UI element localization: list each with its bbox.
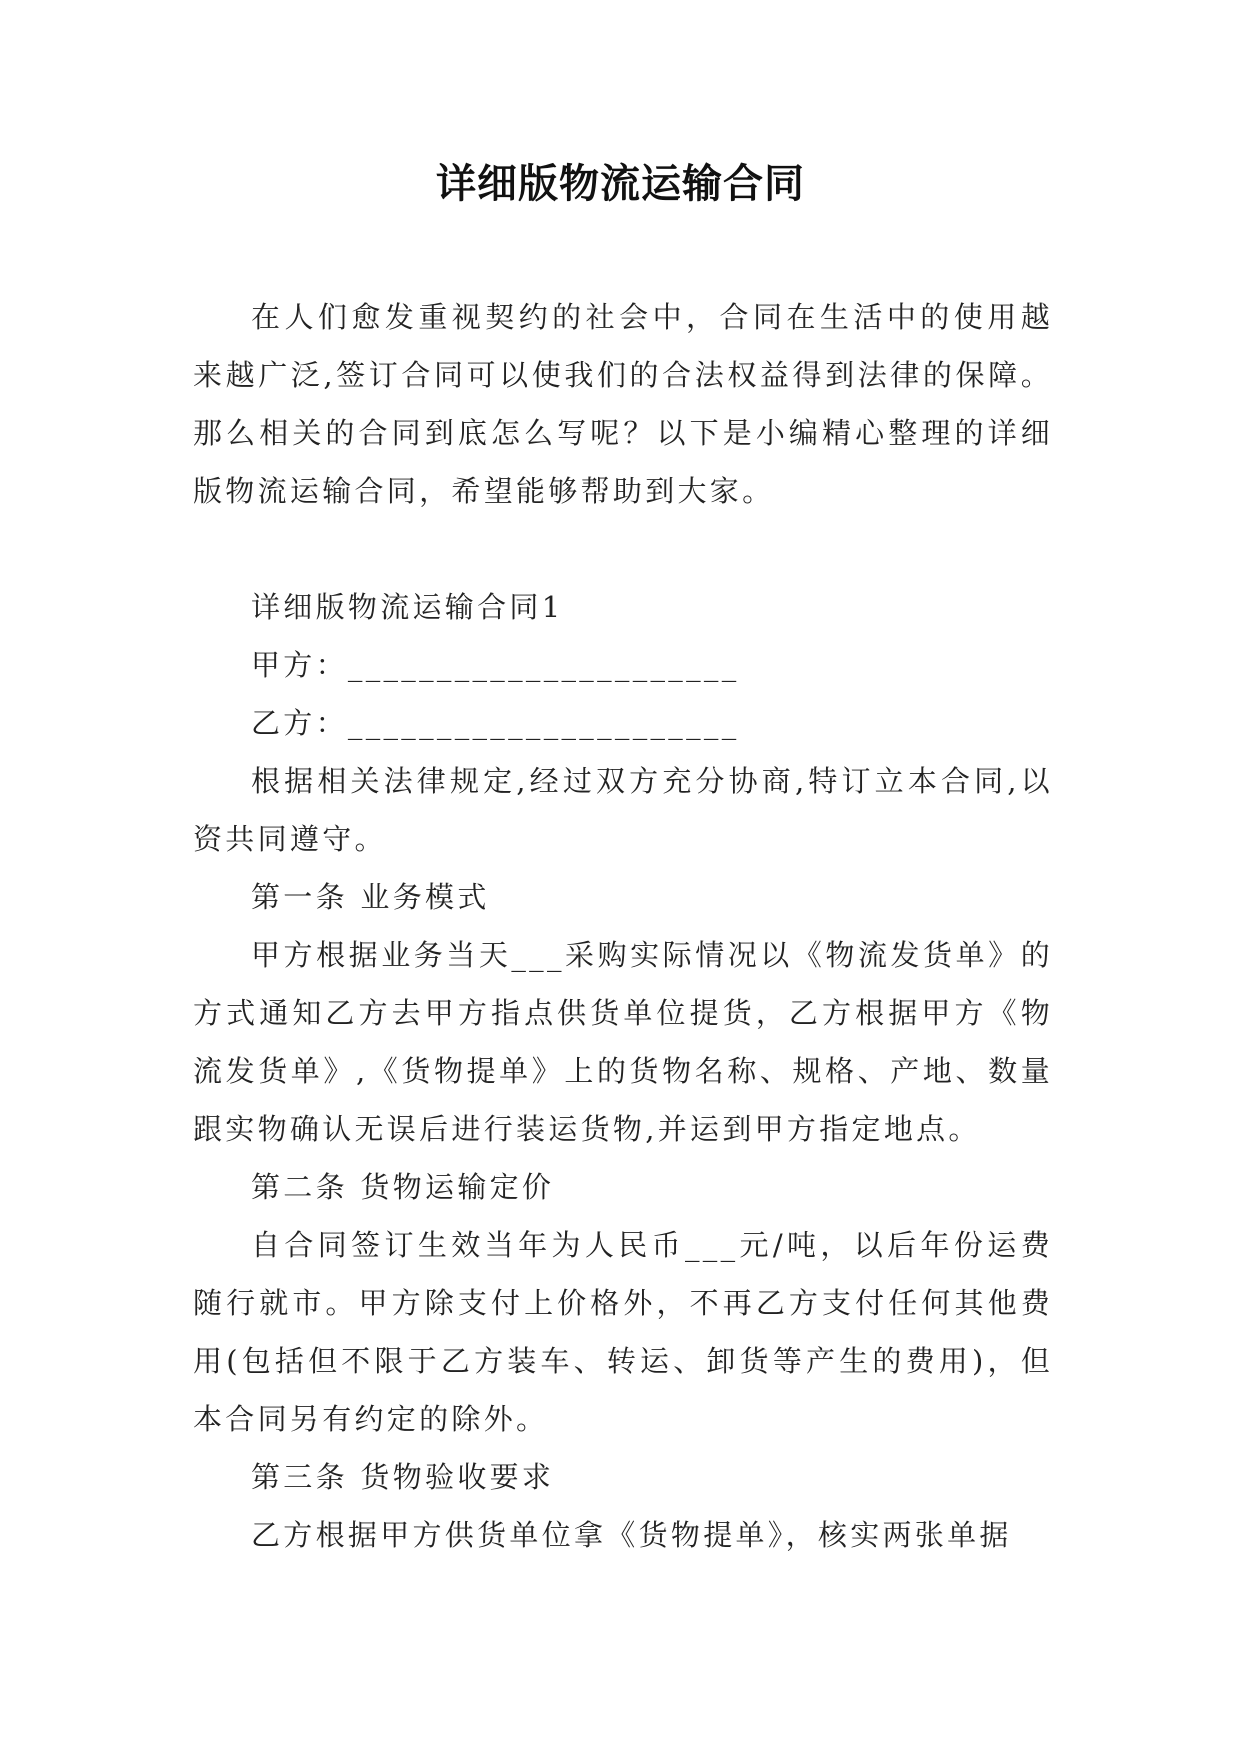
article-1-title: 第一条 业务模式 bbox=[251, 880, 490, 914]
spacer bbox=[193, 520, 1053, 578]
article-3-text: 乙方根据甲方供货单位拿《货物提单》，核实两张单据 bbox=[251, 1518, 1012, 1552]
article-3-title: 第三条 货物验收要求 bbox=[251, 1460, 555, 1494]
document-body bbox=[193, 288, 1053, 1564]
preamble-paragraph: 根据相关法律规定,经过双方充分协商,特订立本合同,以资共同遵守。 bbox=[193, 764, 1053, 856]
party-b-line: 乙方：______________________ bbox=[251, 706, 740, 740]
contract-heading: 详细版物流运输合同1 bbox=[251, 590, 564, 624]
article-2-text: 自合同签订生效当年为人民币___元/吨，以后年份运费随行就市。甲方除支付上价格外，不再乙方支付任何其他费用(包括但不限于乙方装车、转运、卸货等产生的费用)，但本合同另有约定的除外。 bbox=[193, 1228, 1053, 1436]
intro-paragraph: 在人们愈发重视契约的社会中，合同在生活中的使用越来越广泛,签订合同可以使我们的合法权益得到法律的保障。那么相关的合同到底怎么写呢？以下是小编精心整理的详细版物流运输合同，希望能够帮助到大家。 bbox=[193, 300, 1053, 508]
article-1-text: 甲方根据业务当天___采购实际情况以《物流发货单》的方式通知乙方去甲方指点供货单位提货，乙方根据甲方《物流发货单》,《货物提单》上的货物名称、规格、产地、数量跟实物确认无误后进行装运货物,并运到甲方指定地点。 bbox=[193, 938, 1053, 1146]
party-a-line: 甲方：______________________ bbox=[251, 648, 740, 682]
article-2-title: 第二条 货物运输定价 bbox=[251, 1170, 555, 1204]
document-title: 详细版物流运输合同 bbox=[436, 160, 805, 207]
